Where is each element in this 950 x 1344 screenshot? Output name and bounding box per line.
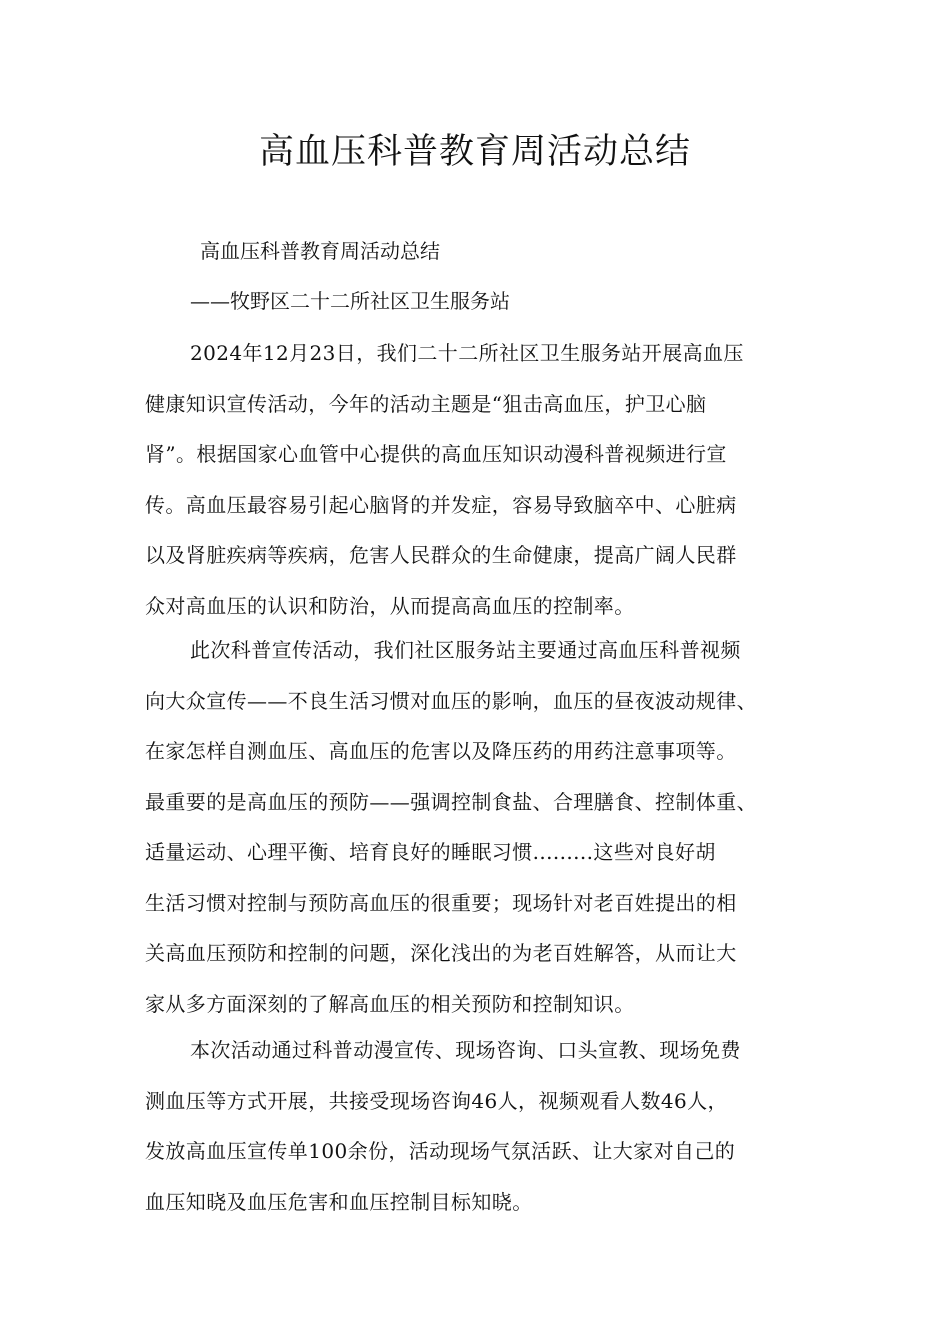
paragraph-line: 血压知晓及血压危害和血压控制目标知晓。 — [145, 1189, 533, 1214]
paragraph-2 — [145, 625, 825, 1029]
paragraph-line: 发放高血压宣传单100余份，活动现场气氛活跃、让大家对自己的 — [145, 1139, 736, 1163]
paragraph-line: 适量运动、心理平衡、培育良好的睡眠习惯.........这些对良好胡 — [145, 840, 716, 864]
paragraph-line: 2024年12月23日，我们二十二所社区卫生服务站开展高血压 — [190, 341, 744, 365]
document-byline: ——牧野区二十二所社区卫生服务站 — [190, 289, 510, 313]
paragraph-line: 健康知识宣传活动，今年的活动主题是“狙击高血压，护卫心脑 — [145, 391, 707, 416]
paragraph-line: 此次科普宣传活动，我们社区服务站主要通过高血压科普视频 — [190, 638, 741, 662]
paragraph-line: 本次活动通过科普动漫宣传、现场咨询、口头宣教、现场免费 — [190, 1038, 741, 1062]
paragraph-line: 生活习惯对控制与预防高血压的很重要；现场针对老百姓提出的相 — [145, 890, 737, 915]
paragraph-line: 肾”。根据国家心血管中心提供的高血压知识动漫科普视频进行宣 — [145, 442, 727, 466]
paragraph-line: 关高血压预防和控制的问题，深化浅出的为老百姓解答，从而让大 — [145, 941, 737, 965]
paragraph-line: 最重要的是高血压的预防——强调控制食盐、合理膳食、控制体重、 — [145, 789, 757, 814]
document-subtitle: 高血压科普教育周活动总结 — [200, 239, 440, 263]
paragraph-1 — [145, 328, 825, 631]
paragraph-line: 测血压等方式开展，共接受现场咨询46人，视频观看人数46人， — [145, 1088, 728, 1113]
paragraph-line: 众对高血压的认识和防治，从而提高高血压的控制率。 — [145, 593, 635, 618]
paragraph-line: 以及肾脏疾病等疾病，危害人民群众的生命健康，提高广阔人民群 — [145, 543, 737, 567]
paragraph-line: 家从多方面深刻的了解高血压的相关预防和控制知识。 — [145, 991, 635, 1016]
paragraph-line: 向大众宣传——不良生活习惯对血压的影响，血压的昼夜波动规律、 — [145, 688, 757, 713]
paragraph-line: 在家怎样自测血压、高血压的危害以及降压药的用药注意事项等。 — [145, 739, 737, 763]
document-title: 高血压科普教育周活动总结 — [258, 132, 691, 172]
paragraph-line: 传。高血压最容易引起心脑肾的并发症，容易导致脑卒中、心脏病 — [145, 492, 737, 517]
paragraph-3 — [145, 1025, 825, 1227]
